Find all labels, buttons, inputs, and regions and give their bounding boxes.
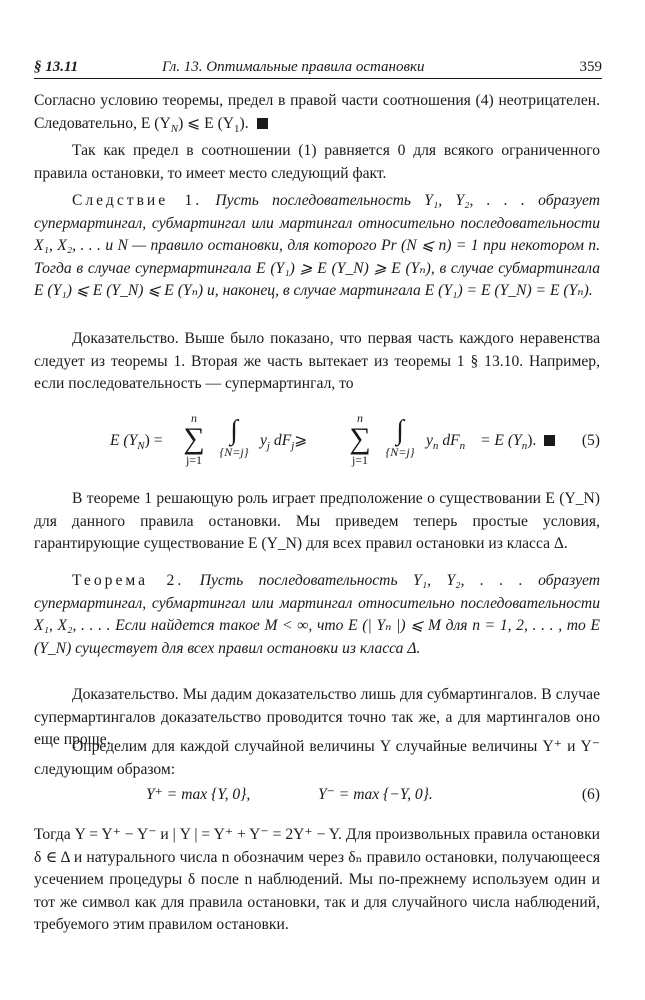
eq6-part-2: Y⁻ = max {−Y, 0}.	[318, 786, 433, 803]
running-header	[34, 52, 602, 78]
eq5-sum-2	[346, 412, 374, 466]
paragraph-1-text: Согласно условию теоремы, предел в правой части соотношения (4) неотрицателен. Следовательно, E (Y	[34, 92, 600, 132]
qed-mark	[257, 118, 268, 129]
eq6-number: (6)	[581, 786, 600, 803]
theorem-2	[34, 570, 600, 660]
running-title: Гл. 13. Оптимальные правила остановки	[162, 59, 425, 75]
section-number: § 13.11	[34, 59, 79, 75]
eq5-sum-1	[180, 412, 208, 466]
eq5-sum-2-bottom: j=1	[351, 453, 369, 467]
paragraph-1-end: ).	[239, 114, 249, 132]
eq6-part-1: Y⁺ = max {Y, 0},	[146, 786, 251, 803]
eq5-int-2	[378, 416, 422, 458]
eq5-sum-1-bottom: j=1	[185, 453, 203, 467]
eq5-sum-1-sign: ∑	[183, 422, 205, 455]
eq5-lhs-text: E (Y	[110, 432, 138, 449]
paragraph-after-eq5: В теореме 1 решающую роль играет предположение о существовании E (Y_N) для данного правила остановки. Мы приведем теперь простые условия, гарантирующие существование E (Y_N) для всех правил остановки из класса Δ.	[34, 490, 600, 552]
proof-1: Доказательство. Выше было показано, что первая часть каждого неравенства следует из теоремы 1. Вторая же часть вытекает из теоремы 1 § 13.10. Например, если последовательность — супермартингал, то	[34, 330, 600, 392]
eq5-ge: ⩾	[294, 432, 308, 449]
equation-6	[34, 784, 600, 810]
eq5-lhs-sub: N	[137, 440, 145, 453]
paragraph-1-mid: ) ⩽ E (Y	[178, 114, 235, 132]
eq5-int-1-sign: ∫	[230, 415, 238, 446]
page-number: 359	[579, 59, 602, 75]
eq5-lhs-end: ) =	[144, 432, 163, 449]
final-paragraph: Тогда Y = Y⁺ − Y⁻ и | Y | = Y⁺ + Y⁻ = 2Y⁺ − Y. Для произвольных правила остановки δ ∈ Δ и натурального числа n обозначим через δₙ правило остановки, получающееся усечением процедуры δ после n наблюдений. Мы по-прежнему используем один и тот же символ как для правила остановки, так и для случайного числа наблюдений, требуемого этим правилом остановки.	[34, 826, 600, 933]
eq5-df-2-sub: n	[459, 440, 466, 453]
paragraph-2: Так как предел в соотношении (1) равняется 0 для всякого ограниченного правила остановки, то имеет место следующий факт.	[34, 142, 600, 182]
eq5-rhs-end: ).	[527, 432, 537, 449]
eq5-lhs	[110, 430, 163, 458]
eq5-int-2-sign: ∫	[396, 415, 404, 446]
eq5-sum-2-top: n	[357, 411, 363, 425]
corollary-body: Пусть последовательность Y₁, Y₂, . . . образует супермартингал, субмартингал или мартингал относительно последовательности X₁, X₂, . . . и N — правило остановки, для которого Pr (N ⩽ n) = 1 при некотором n. Тогда в случае супермартингала E (Y₁) ⩾ E (Y_N) ⩾ E (Yₙ), в случае субмартингала E (Y₁) ⩽ E (Y_N) ⩽ E (Yₙ) и, наконец, в случае мартингала E (Y₁) = E (Y_N) = E (Yₙ).	[34, 192, 600, 299]
header-rule	[34, 78, 602, 79]
corollary-label: Следствие 1.	[72, 192, 203, 209]
paragraph-1-sub-n: N	[170, 122, 179, 135]
eq5-integrand-1	[260, 430, 307, 458]
definition-paragraph: Определим для каждой случайной величины Y случайные величины Y⁺ и Y⁻ следующим образом:	[34, 738, 600, 778]
proof-2: Доказательство. Мы дадим доказательство лишь для субмартингалов. В случае супермартингалов доказательство проводится точно так же, а для мартингалов оно еще проще.	[34, 686, 600, 748]
eq5-int-1-bottom: {N=j}	[219, 445, 249, 459]
eq5-y-1-sub: j	[266, 440, 270, 453]
eq5-y-1: y	[260, 432, 267, 449]
eq5-df-1: dF	[273, 432, 292, 449]
eq5-sum-2-sign: ∑	[349, 422, 371, 455]
theorem-label: Теорема 2.	[72, 572, 185, 589]
eq5-integrand-2	[426, 430, 465, 458]
eq5-qed-mark	[544, 435, 555, 446]
equation-5	[34, 412, 600, 476]
eq5-number: (5)	[581, 432, 600, 449]
corollary-1	[34, 190, 600, 303]
paragraph-1-sub-1: 1	[234, 122, 240, 135]
eq5-rhs-sub: n	[521, 440, 528, 453]
eq5-y-2: y	[426, 432, 433, 449]
eq5-sum-1-top: n	[191, 411, 197, 425]
eq5-df-2: dF	[442, 432, 460, 449]
theorem-body: Пусть последовательность Y₁, Y₂, . . . образует супермартингал, субмартингал или мартингал относительно последовательности X₁, X₂, . . . . Если найдется такое M < ∞, что E (| Yₙ |) ⩽ M для n = 1, 2, . . . , то E (Y_N) существует для всех правил остановки из класса Δ.	[34, 572, 600, 657]
eq5-int-1	[212, 416, 256, 458]
eq5-y-2-sub: n	[432, 440, 439, 453]
paragraph-1	[34, 90, 600, 140]
eq5-df-1-sub: j	[291, 440, 295, 453]
eq5-rhs	[480, 430, 555, 458]
eq5-int-2-bottom: {N=j}	[385, 445, 415, 459]
eq5-rhs-text: = E (Y	[480, 432, 522, 449]
